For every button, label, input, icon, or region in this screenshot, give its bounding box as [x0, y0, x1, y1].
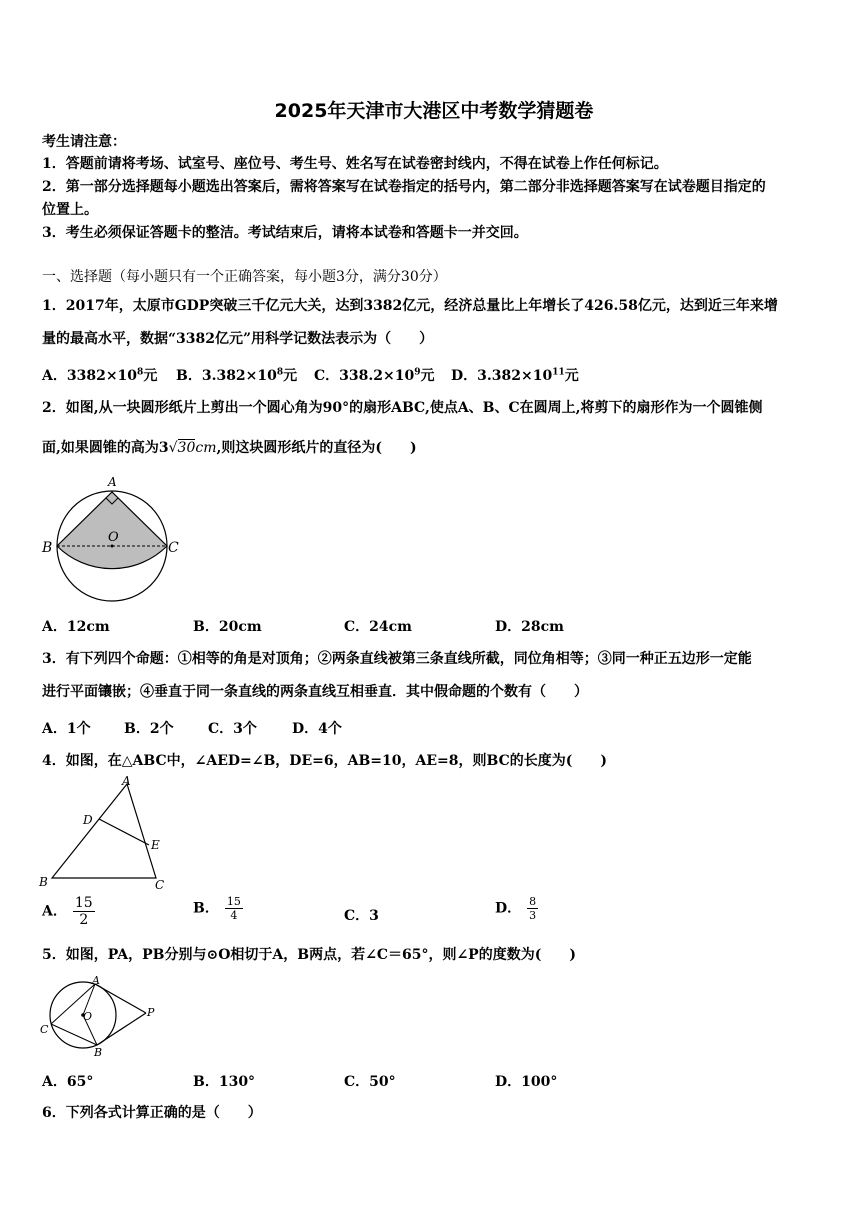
- q6-line1: 6．下列各式计算正确的是（ ）: [42, 1105, 262, 1121]
- notice-item-2: 2．第一部分选择题每小题选出答案后，需将答案写在试卷指定的括号内，第二部分非选择题答案写在试卷题目指定的: [42, 179, 766, 195]
- q2-label-c: C: [168, 540, 179, 556]
- q5-option-c: C．50°: [344, 1074, 396, 1090]
- notice-heading: 考生请注意：: [42, 134, 126, 150]
- q5-tangent-pa: [95, 984, 146, 1013]
- q4-option-c: C．3: [344, 908, 379, 924]
- q5-option-d: D．100°: [495, 1074, 558, 1090]
- q4-label-b: B: [39, 875, 48, 889]
- q4-option-d: D． $\frac{8}{3}$: [495, 895, 537, 922]
- q2-line1: 2．如图,从一块圆形纸片上剪出一个圆心角为90°的扇形ABC,使点A、B、C在圆周上,将剪下的扇形作为一个圆锥侧: [42, 400, 763, 416]
- q3-option-c: C．3个: [208, 721, 257, 737]
- q1-option-b: B．$3.382\times 10^8$元: [176, 367, 298, 384]
- q1-option-a: A．$3382\times 10^8$元: [42, 367, 158, 384]
- q2-figure-sector-in-circle: [36, 470, 186, 605]
- q3-option-b: B．2个: [124, 721, 174, 737]
- q1-line2: 量的最高水平，数据“3382亿元”用科学记数法表示为（ ）: [42, 331, 434, 347]
- q3-line2: 进行平面镶嵌；④垂直于同一条直线的两条直线互相垂直．其中假命题的个数有（ ）: [42, 684, 588, 700]
- notice-item-2-cont: 位置上。: [42, 202, 98, 218]
- q4-triangle-abc: [52, 784, 156, 878]
- q3-option-a: A．1个: [42, 721, 91, 737]
- q5-label-a: A: [92, 974, 100, 987]
- q1-option-d: D．$3.382\times 10^{11}$元: [451, 367, 579, 384]
- q1-option-c: C．$338.2\times 10^9$元: [314, 367, 435, 384]
- q4-label-e: E: [151, 838, 160, 852]
- q2-label-a: A: [108, 475, 117, 489]
- q4-option-b: B． $\frac{15}{4}$: [193, 895, 241, 922]
- q4-label-a: A: [122, 774, 131, 788]
- q5-tangent-pb: [97, 1013, 146, 1045]
- q5-option-b: B．130°: [193, 1074, 256, 1090]
- q4-line1: 4．如图，在△ABC中，∠AED=∠B，DE=6，AB=10，AE=8，则BC的长度为( ): [42, 753, 607, 769]
- q5-chord-cb: [51, 1024, 97, 1045]
- q5-label-b: B: [94, 1046, 103, 1058]
- q3-line1: 3．有下列四个命题：①相等的角是对顶角；②两条直线被第三条直线所截，同位角相等；③同一种正五边形一定能: [42, 651, 752, 667]
- page-title: 2025年天津市大港区中考数学猜题卷: [274, 100, 594, 122]
- notice-item-1: 1．答题前请将考场、试室号、座位号、考生号、姓名写在试卷密封线内，不得在试卷上作任何标记。: [42, 156, 668, 172]
- q5-figure-tangents: [36, 972, 166, 1058]
- q5-label-o: O: [83, 1010, 93, 1023]
- q5-option-a: A．65°: [42, 1074, 94, 1090]
- q5-label-p: P: [147, 1006, 155, 1019]
- q2-option-d: D．28cm: [495, 619, 564, 635]
- q4-label-d: D: [83, 813, 93, 827]
- q2-option-a: A．12cm: [42, 619, 110, 635]
- q4-figure-triangle: [36, 772, 176, 894]
- q3-option-d: D．4个: [292, 721, 342, 737]
- q5-label-c: C: [40, 1023, 49, 1036]
- section-heading: 一、选择题（每小题只有一个正确答案，每小题3分，满分30分）: [42, 269, 447, 285]
- q2-line2: 面,如果圆锥的高为3√30cm,则这块圆形纸片的直径为( ): [42, 440, 417, 456]
- q2-option-c: C．24cm: [344, 619, 412, 635]
- q4-option-a: A． $\frac{15}{2}$: [42, 895, 93, 928]
- q2-label-o: O: [108, 530, 119, 545]
- q5-line1: 5．如图，PA，PB分别与⊙O相切于A，B两点，若∠C＝65°，则∠P的度数为( ): [42, 947, 576, 963]
- notice-item-3: 3．考生必须保证答题卡的整洁。考试结束后，请将本试卷和答题卡一并交回。: [42, 225, 528, 241]
- q2-label-b: B: [42, 540, 53, 556]
- q4-label-c: C: [155, 878, 165, 892]
- q2-option-b: B．20cm: [193, 619, 262, 635]
- q1-line1: 1．2017年，太原市GDP突破三千亿元大关，达到3382亿元，经济总量比上年增长了426.58亿元，达到近三年来增: [42, 298, 778, 314]
